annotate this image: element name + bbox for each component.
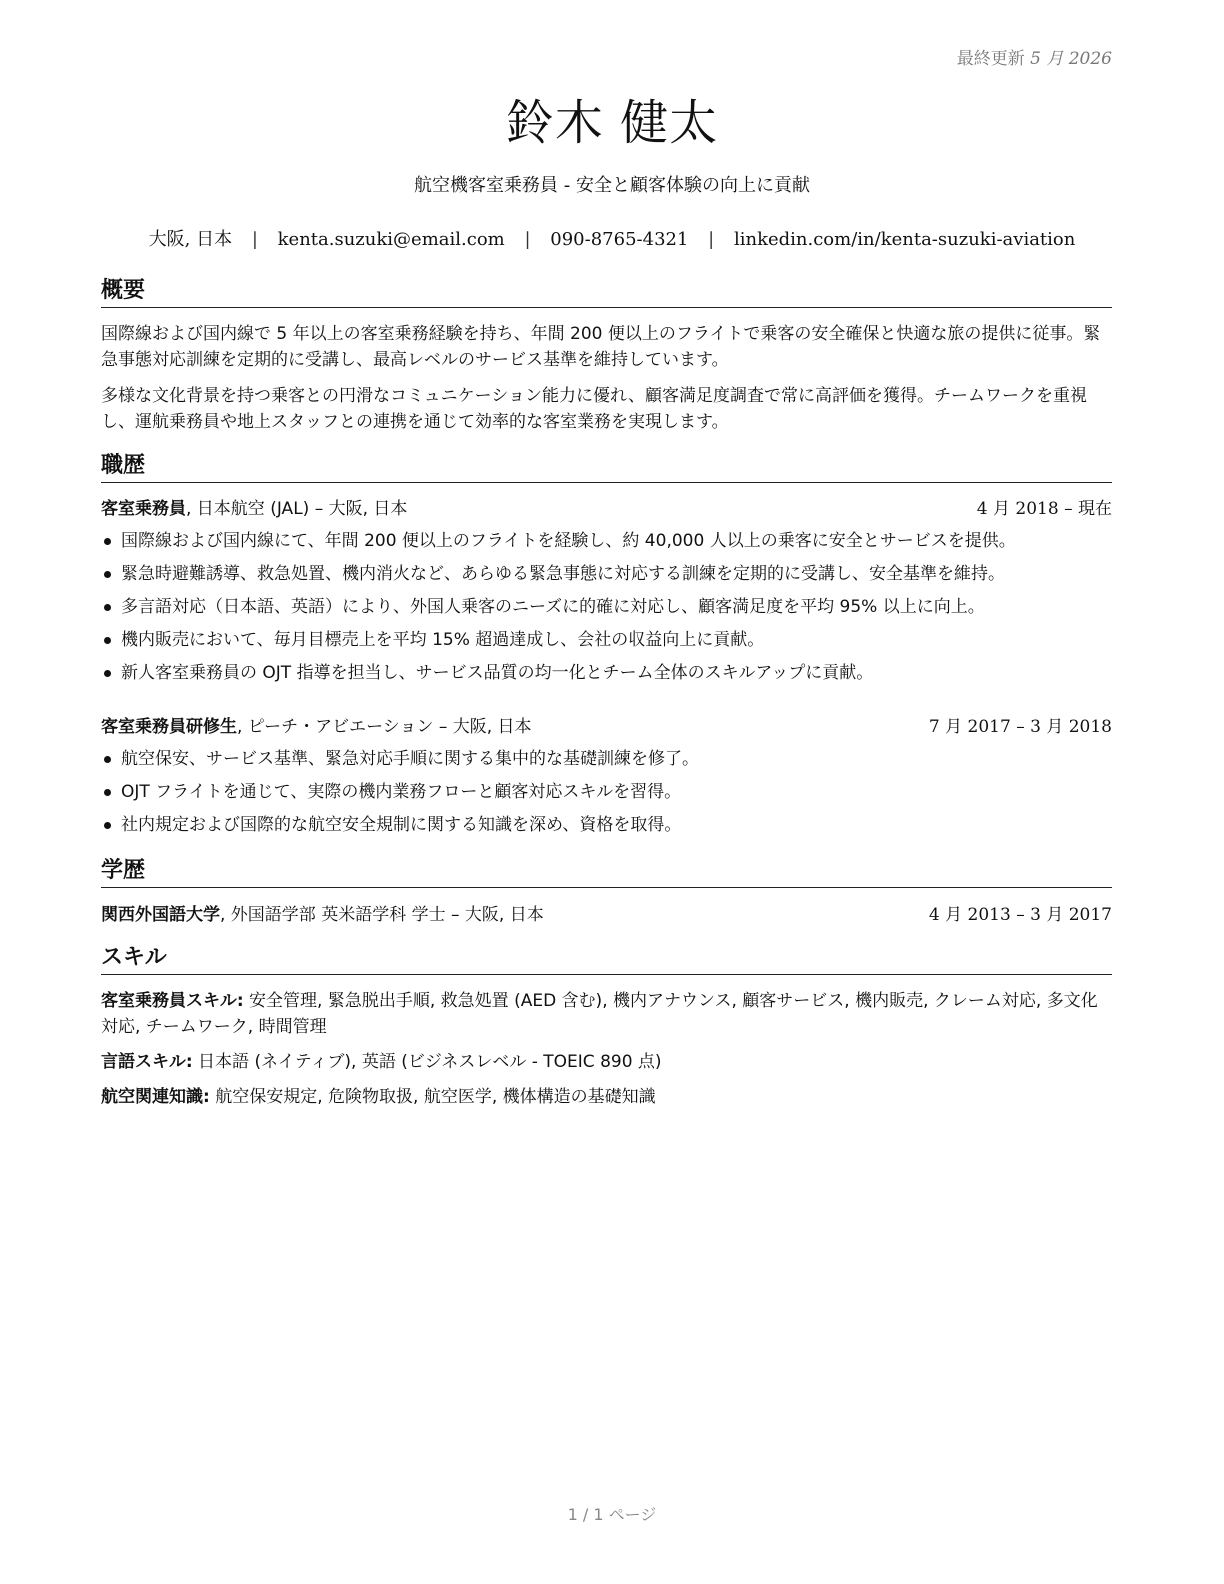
education-detail: , 外国語学部 英米語学科 学士 – 大阪, 日本 xyxy=(220,905,544,925)
contact-separator: | xyxy=(251,229,258,250)
job-header xyxy=(101,496,1112,522)
contact-phone[interactable]: 090-8765-4321 xyxy=(550,229,689,250)
skill-value: 安全管理, 緊急脱出手順, 救急処置 (AED 含む), 機内アナウンス, 顧客サービス, 機内販売, クレーム対応, 多文化対応, チームワーク, 時間管理 xyxy=(101,991,1098,1037)
headline: 航空機客室乗務員 - 安全と顧客体験の向上に貢献 xyxy=(414,175,810,196)
last-updated-prefix: 最終更新 xyxy=(956,49,1025,69)
job-org: , ピーチ・アビエーション – 大阪, 日本 xyxy=(237,717,532,737)
skill-line xyxy=(101,988,1112,1040)
section-title-summary: 概要 xyxy=(101,277,1112,308)
contact-separator: | xyxy=(708,229,715,250)
section-title-education: 学歴 xyxy=(101,857,1112,888)
education-school: 関西外国語大学 xyxy=(101,905,220,925)
skill-label: 言語スキル: xyxy=(101,1052,193,1072)
list-item: 航空保安、サービス基準、緊急対応手順に関する集中的な基礎訓練を修了。 xyxy=(101,746,1112,779)
skill-label: 航空関連知識: xyxy=(101,1087,210,1107)
list-item: 国際線および国内線にて、年間 200 便以上のフライトを経験し、約 40,000 人以上の乗客に安全とサービスを提供。 xyxy=(101,528,1112,561)
job-date: 4 月 2018 – 現在 xyxy=(976,499,1112,519)
section-title-experience: 職歴 xyxy=(101,452,1112,483)
contact-separator: | xyxy=(524,229,531,250)
education-entry xyxy=(101,902,1112,928)
skill-value: 航空保安規定, 危険物取扱, 航空医学, 機体構造の基礎知識 xyxy=(209,1087,656,1107)
skill-line xyxy=(101,1049,1112,1075)
job-bullets xyxy=(101,528,1112,693)
contact-linkedin[interactable]: linkedin.com/in/kenta-suzuki-aviation xyxy=(733,229,1076,250)
job-org: , 日本航空 (JAL) – 大阪, 日本 xyxy=(186,499,408,519)
page-indicator: 1 / 1 ページ xyxy=(567,1505,657,1524)
job-role: 客室乗務員 xyxy=(101,499,186,519)
list-item: OJT フライトを通じて、実際の機内業務フローと顧客対応スキルを習得。 xyxy=(101,779,1112,812)
list-item: 緊急時避難誘導、救急処置、機内消火など、あらゆる緊急事態に対応する訓練を定期的に受講し、安全基準を維持。 xyxy=(101,561,1112,594)
list-item: 多言語対応（日本語、英語）により、外国人乗客のニーズに的確に対応し、顧客満足度を平均 95% 以上に向上。 xyxy=(101,594,1112,627)
job-header xyxy=(101,714,1112,740)
skill-label: 客室乗務員スキル: xyxy=(101,991,244,1011)
list-item: 新人客室乗務員の OJT 指導を担当し、サービス品質の均一化とチーム全体のスキルアップに貢献。 xyxy=(101,660,1112,693)
skill-value: 日本語 (ネイティブ), 英語 (ビジネスレベル - TOEIC 890 点) xyxy=(192,1052,662,1072)
job-role: 客室乗務員研修生 xyxy=(101,717,237,737)
last-updated xyxy=(957,44,1112,69)
last-updated-value: 5 月 2026 xyxy=(1030,49,1112,69)
job-date: 7 月 2017 – 3 月 2018 xyxy=(928,717,1112,737)
job-bullets xyxy=(101,746,1112,845)
skill-line xyxy=(101,1084,1112,1110)
summary-paragraph: 多様な文化背景を持つ乗客との円滑なコミュニケーション能力に優れ、顧客満足度調査で常に高評価を獲得。チームワークを重視し、運航乗務員や地上スタッフとの連携を通じて効率的な客室業務を実現します。 xyxy=(101,386,1087,432)
education-date: 4 月 2013 – 3 月 2017 xyxy=(928,905,1112,925)
list-item: 社内規定および国際的な航空安全規制に関する知識を深め、資格を取得。 xyxy=(101,812,1112,845)
contact-location: 大阪, 日本 xyxy=(148,229,233,250)
summary-paragraph: 国際線および国内線で 5 年以上の客室乗務経験を持ち、年間 200 便以上のフライトで乗客の安全確保と快適な旅の提供に従事。緊急事態対応訓練を定期的に受講し、最高レベルのサービス基準を維持しています。 xyxy=(101,324,1101,370)
contact-line xyxy=(0,225,1224,251)
section-title-skills: スキル xyxy=(101,944,1112,975)
contact-email[interactable]: kenta.suzuki@email.com xyxy=(277,229,505,250)
list-item: 機内販売において、毎月目標売上を平均 15% 超過達成し、会社の収益向上に貢献。 xyxy=(101,627,1112,660)
candidate-name: 鈴木 健太 xyxy=(505,95,719,151)
